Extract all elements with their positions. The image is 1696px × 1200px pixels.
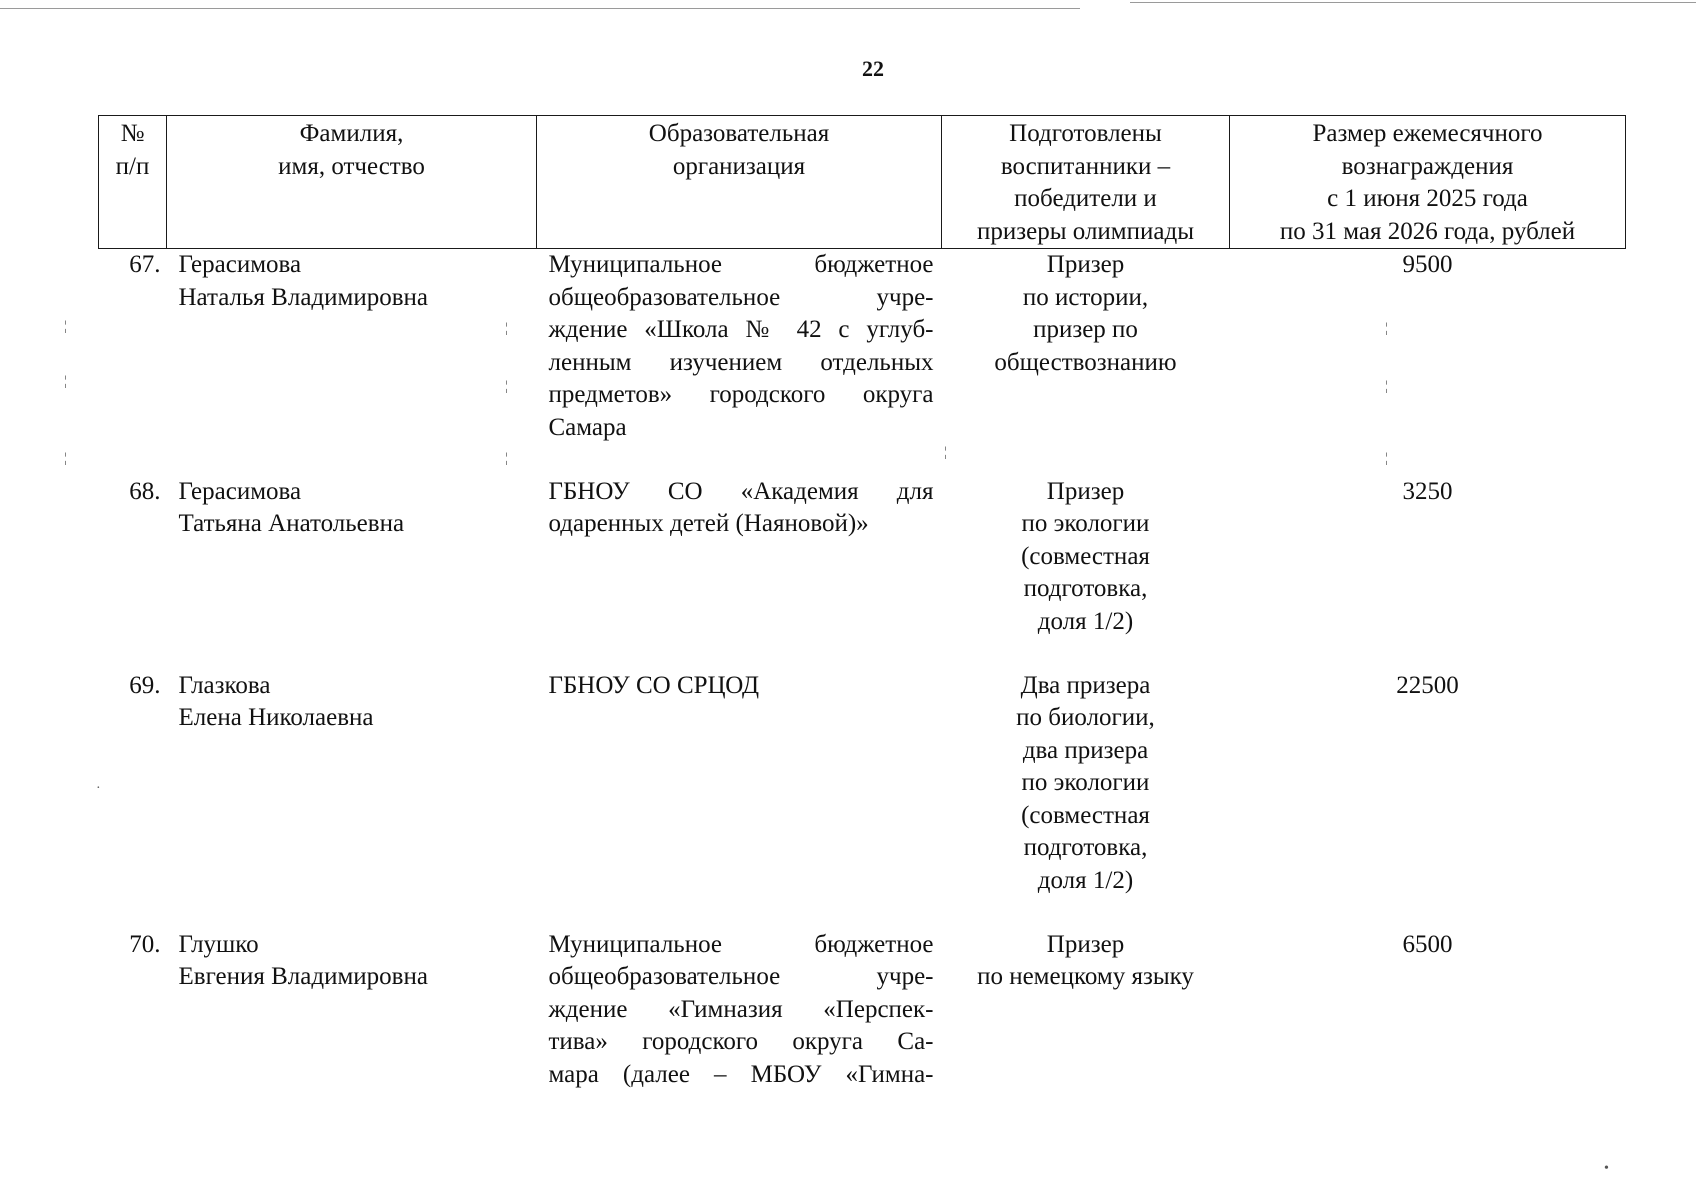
reward-amount: 9500	[1402, 251, 1453, 278]
row-number: 68.	[129, 477, 161, 505]
organization	[537, 670, 942, 929]
reward-amount: 6500	[1402, 930, 1453, 958]
scan-mark: ¦	[1385, 451, 1388, 466]
prep-line: по истории,	[1022, 283, 1149, 311]
org-line: ждение «Школа № 42 с углуб-	[548, 316, 934, 343]
header-line: п/п	[115, 152, 150, 180]
prep-line: два призера	[1022, 736, 1149, 764]
org-line: мара (далее – МБОУ «Гимна-	[548, 1060, 934, 1088]
org-line: Самара	[548, 413, 627, 441]
organization	[537, 929, 942, 1099]
name-line: Елена Николаевна	[178, 704, 374, 731]
prepared-students	[942, 670, 1230, 929]
scan-mark: ¦	[944, 445, 947, 460]
scan-mark: ·	[96, 781, 101, 796]
header-line: организация	[672, 152, 806, 180]
header-line: Подготовлены	[1009, 120, 1162, 147]
prep-line: Призер	[1046, 251, 1125, 278]
org-line: ГБНОУ СО СРЦОД	[548, 671, 760, 699]
page-number: 22	[862, 56, 884, 81]
teacher-name	[167, 929, 537, 1099]
name-line: Глазкова	[178, 671, 271, 699]
org-line: ГБНОУ СО «Академия для	[548, 477, 934, 505]
org-line: ленным изучением отдельных	[548, 348, 934, 376]
awards-table	[98, 115, 1626, 1099]
teacher-name	[167, 249, 537, 476]
org-line: Муниципальное бюджетное	[548, 930, 934, 958]
prep-line: (совместная	[1021, 542, 1150, 570]
scan-mark: ¦	[1385, 321, 1388, 336]
scan-mark: •	[1604, 1161, 1609, 1176]
name-line: Евгения Владимировна	[178, 963, 428, 990]
prep-line: по экологии	[1021, 769, 1150, 796]
prep-line: подготовка,	[1023, 834, 1148, 861]
prep-line: по немецкому языку	[977, 963, 1194, 990]
table-row	[99, 670, 1626, 929]
name-line: Герасимова	[178, 251, 302, 278]
table-row	[99, 249, 1626, 476]
prep-line: призер по	[1033, 316, 1138, 343]
prep-line: доля 1/2)	[1037, 866, 1134, 894]
teacher-name	[167, 670, 537, 929]
name-line: Татьяна Анатольевна	[178, 510, 405, 537]
table-body	[99, 249, 1626, 1099]
scan-mark: ¦	[1385, 379, 1388, 394]
prepared-students	[942, 476, 1230, 670]
header-line: Образовательная	[648, 120, 830, 147]
header-prepared-students	[942, 116, 1230, 249]
header-line: Размер ежемесячного	[1312, 120, 1543, 147]
prepared-students	[942, 249, 1230, 476]
prepared-students	[942, 929, 1230, 1099]
header-line: Фамилия,	[299, 120, 404, 147]
header-line: призеры олимпиады	[977, 217, 1194, 245]
organization	[537, 476, 942, 670]
prep-line: подготовка,	[1023, 575, 1148, 602]
row-number: 69.	[129, 671, 161, 699]
header-line: воспитанники –	[1000, 152, 1171, 180]
org-line: предметов» городского округа	[548, 381, 934, 408]
table-row	[99, 929, 1626, 1099]
header-line: с 1 июня 2025 года	[1327, 185, 1528, 212]
reward-amount: 3250	[1402, 477, 1453, 505]
row-number: 67.	[129, 251, 161, 278]
prep-line: Призер	[1046, 477, 1125, 505]
name-line: Наталья Владимировна	[178, 283, 428, 311]
org-line: одаренных детей (Наяновой)»	[548, 510, 869, 537]
scan-mark: ¦	[64, 374, 67, 389]
scan-edge-line-left	[0, 8, 1080, 9]
prep-line: по биологии,	[1016, 704, 1155, 731]
prep-line: Два призера	[1020, 671, 1151, 699]
scan-mark: ¦	[64, 451, 67, 466]
teacher-name	[167, 476, 537, 670]
header-line: №	[120, 120, 145, 147]
scan-mark: ¦	[505, 451, 508, 466]
org-line: ждение «Гимназия «Перспек-	[548, 995, 934, 1023]
prep-line: доля 1/2)	[1037, 607, 1134, 635]
name-line: Герасимова	[178, 477, 302, 505]
scan-edge-line-right	[1130, 2, 1696, 3]
header-line: победители и	[1014, 185, 1157, 212]
scan-mark: ¦	[64, 319, 67, 334]
prep-line: обществознанию	[994, 348, 1177, 376]
reward-amount: 22500	[1396, 671, 1459, 699]
org-line: Муниципальное бюджетное	[548, 251, 934, 278]
prep-line: по экологии	[1021, 510, 1150, 537]
name-line: Глушко	[178, 930, 259, 958]
table-row	[99, 476, 1626, 670]
org-line: общеобразовательное учре-	[548, 283, 934, 311]
header-organization	[537, 116, 942, 249]
prep-line: (совместная	[1021, 801, 1150, 829]
header-line: имя, отчество	[278, 152, 425, 180]
header-number	[99, 116, 167, 249]
prep-line: Призер	[1046, 930, 1125, 958]
header-line: по 31 мая 2026 года, рублей	[1279, 217, 1576, 245]
scan-mark: ¦	[505, 379, 508, 394]
header-line: вознаграждения	[1341, 152, 1514, 180]
header-reward-amount	[1230, 116, 1626, 249]
scan-mark: ¦	[505, 321, 508, 336]
org-line: тива» городского округа Са-	[548, 1028, 934, 1055]
org-line: общеобразовательное учре-	[548, 963, 934, 990]
row-number: 70.	[129, 930, 161, 958]
table-header	[99, 116, 1626, 249]
organization	[537, 249, 942, 476]
header-full-name	[167, 116, 537, 249]
